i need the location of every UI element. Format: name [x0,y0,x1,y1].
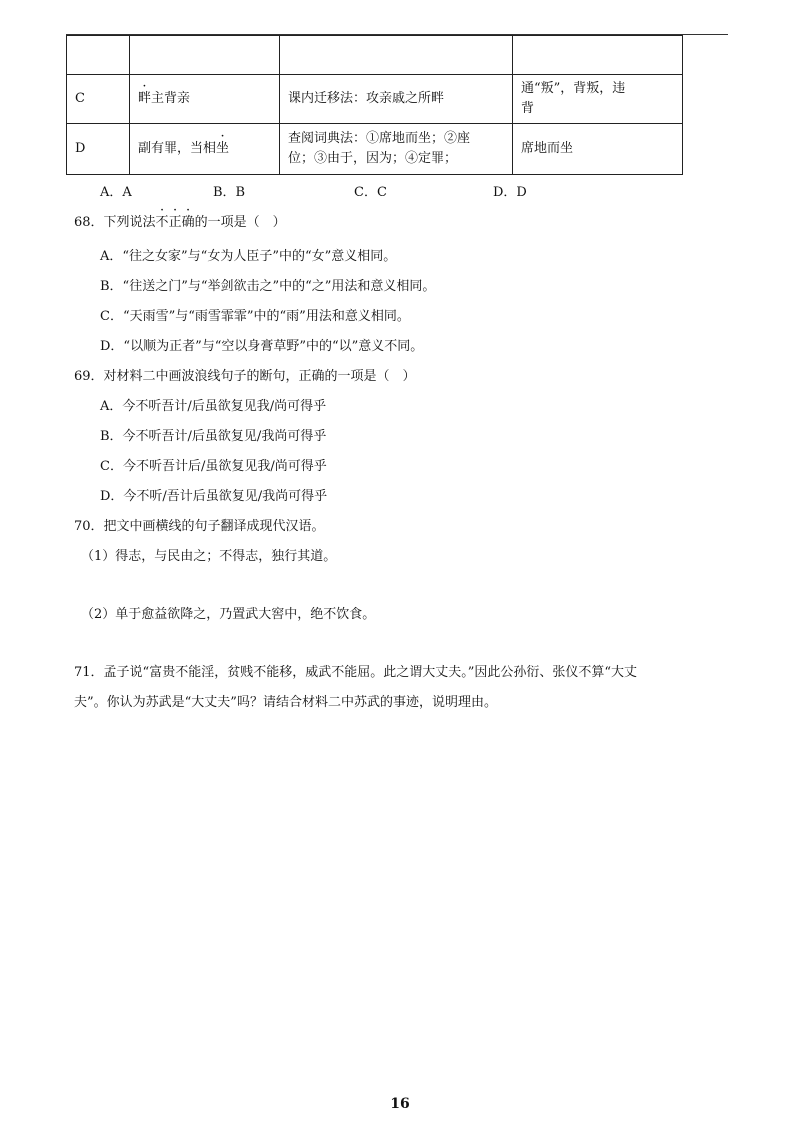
row-word: 畔主背亲 [130,75,280,124]
q68-option-d[interactable]: D．“以顺为正者”与“空以身膏草野”中的“以”意义不同。 [100,339,424,354]
choice-d[interactable]: D．D [493,185,527,200]
q69-option-b[interactable]: B．今不听吾计/后虽欲复见/我尚可得乎 [100,429,327,444]
q71-line1: 71．孟子说“富贵不能淫，贫贱不能移，威武不能屈。此之谓大丈夫。”因此公孙衍、张仪不算“大丈 [74,665,637,680]
row-method: 课内迁移法：攻亲戚之所畔 [280,75,513,124]
emphasis-dot-char: 坐 [216,141,230,156]
q69-option-c[interactable]: C．今不听吾计后/虽欲复见我/尚可得乎 [100,459,327,474]
q68-option-a[interactable]: A．“往之女家”与“女为人臣子”中的“女”意义相同。 [100,249,397,264]
row-explain: 席地而坐 [513,124,683,175]
q67-choices [100,181,527,200]
emphasis-dot-char: 畔 [138,91,152,106]
q69-stem: 69．对材料二中画波浪线句子的断句，正确的一项是（ ） [74,369,416,384]
q68-option-b[interactable]: B．“往送之门”与“举剑欲击之”中的“之”用法和意义相同。 [100,279,436,294]
q71-line2: 夫”。你认为苏武是“大丈夫”吗？请结合材料二中苏武的事迹，说明理由。 [74,695,497,710]
choice-b[interactable]: B．B [213,185,246,200]
table-row [67,75,683,124]
q70-sub2: （2）单于愈益欲降之，乃置武大窖中，绝不饮食。 [81,607,376,622]
table-row [67,124,683,175]
q69-option-d[interactable]: D．今不听/吾计后虽欲复见/我尚可得乎 [100,489,328,504]
q69-option-a[interactable]: A．今不听吾计/后虽欲复见我/尚可得乎 [100,399,327,414]
choice-a[interactable]: A．A [100,185,132,200]
choice-c[interactable]: C．C [354,185,387,200]
q70-sub1: （1）得志，与民由之；不得志，独行其道。 [81,549,337,564]
row-method: 查阅词典法：①席地而坐；②座 位；③由于，因为；④定罪； [280,124,513,175]
q68-option-c[interactable]: C．“天雨雪”与“雨雪霏霏”中的“雨”用法和意义相同。 [100,309,410,324]
table-row [67,36,683,75]
row-id: C [67,75,130,124]
options-table [66,35,683,175]
row-word: 副有罪，当相坐 [130,124,280,175]
q68-stem: 68．下列说法不正确的一项是（ ） [74,215,286,230]
row-explain: 通“叛”，背叛，违 背 [513,75,683,124]
q70-stem: 70．把文中画横线的句子翻译成现代汉语。 [74,519,325,534]
row-id: D [67,124,130,175]
page-number: 16 [390,1096,410,1112]
